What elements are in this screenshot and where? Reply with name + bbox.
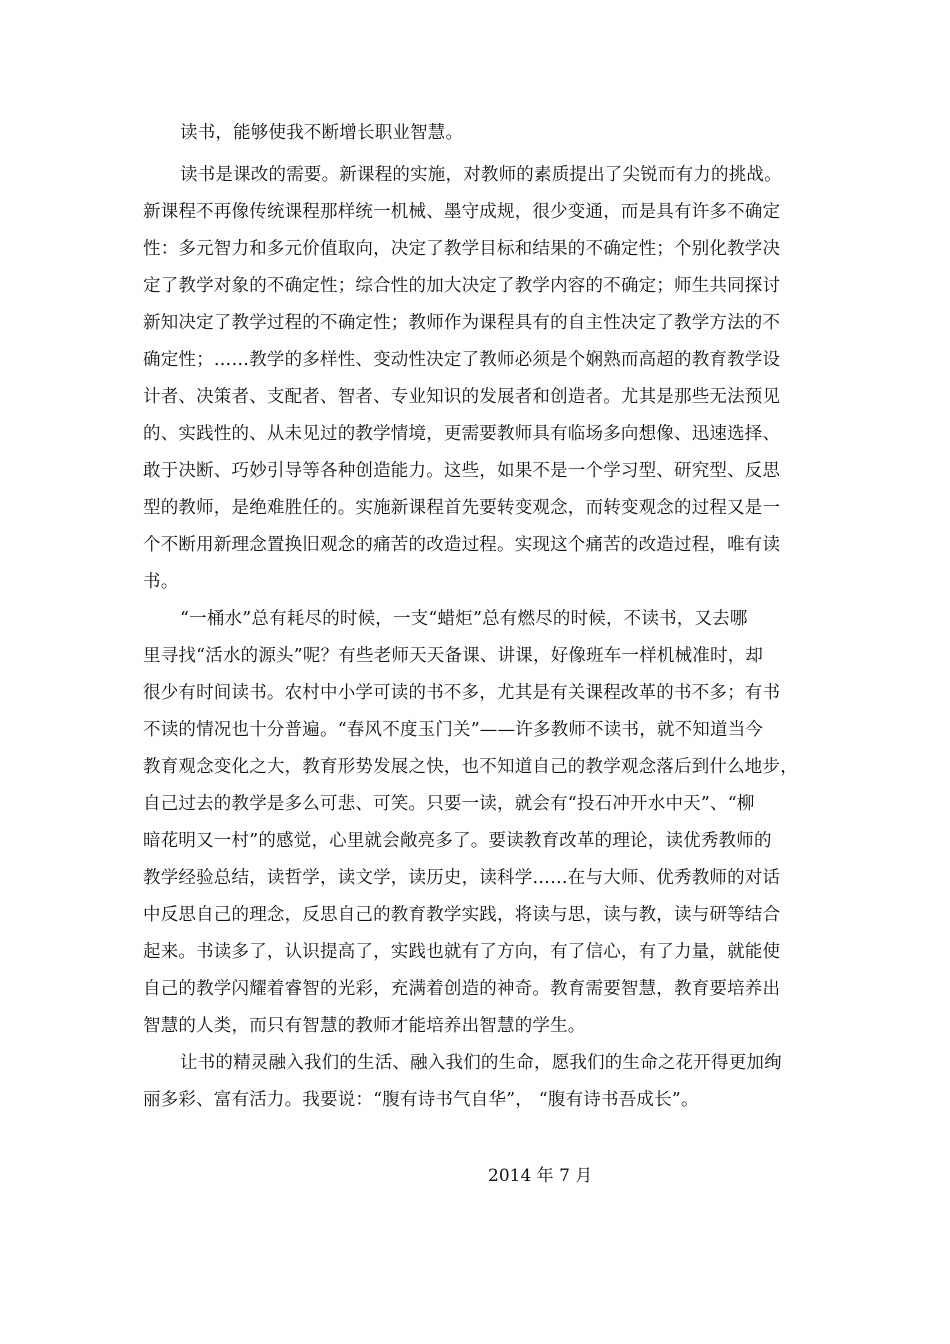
paragraph-line: 自己的教学闪耀着睿智的光彩，充满着创造的神奇。教育需要智慧，教育要培养出 <box>143 979 781 999</box>
paragraph-line: 确定性；……教学的多样性、变动性决定了教师必须是个娴熟而高超的教育教学设 <box>143 350 781 370</box>
paragraph-line: 敢于决断、巧妙引导等各种创造能力。这些，如果不是一个学习型、研究型、反思 <box>143 461 781 481</box>
paragraph-line: 智慧的人类，而只有智慧的教师才能培养出智慧的学生。 <box>143 1016 586 1036</box>
document-date: 2014 年 7 月 <box>488 1166 593 1186</box>
paragraph-line: 起来。书读多了，认识提高了，实践也就有了方向，有了信心，有了力量，就能使 <box>143 942 781 962</box>
paragraph-line: 读书，能够使我不断增长职业智慧。 <box>180 123 464 143</box>
paragraph-line: 暗花明又一村”的感觉，心里就会敞亮多了。要读教育改革的理论，读优秀教师的 <box>143 831 772 851</box>
paragraph-line: 让书的精灵融入我们的生活、融入我们的生命，愿我们的生命之花开得更加绚 <box>180 1053 782 1073</box>
paragraph-line: 计者、决策者、支配者、智者、专业知识的发展者和创造者。尤其是那些无法预见 <box>143 387 781 407</box>
paragraph-line: 自己过去的教学是多么可悲、可笑。只要一读，就会有“投石冲开水中天”、“柳 <box>143 794 755 814</box>
paragraph-line: 个不断用新理念置换旧观念的痛苦的改造过程。实现这个痛苦的改造过程，唯有读 <box>143 535 781 555</box>
paragraph-line: 教学经验总结，读哲学，读文学，读历史，读科学……在与大师、优秀教师的对话 <box>143 868 781 888</box>
paragraph-line: 不读的情况也十分普遍。“春风不度玉门关”——许多教师不读书，就不知道当今 <box>143 720 764 740</box>
paragraph-line: 新课程不再像传统课程那样统一机械、墨守成规，很少变通，而是具有许多不确定 <box>143 202 781 222</box>
paragraph-line: 型的教师，是绝难胜任的。实施新课程首先要转变观念，而转变观念的过程又是一 <box>143 498 781 518</box>
paragraph-line: 丽多彩、富有活力。我要说：“腹有诗书气自华”， “腹有诗书吾成长”。 <box>143 1090 699 1110</box>
paragraph-line: 读书是课改的需要。新课程的实施，对教师的素质提出了尖锐而有力的挑战。 <box>180 165 782 185</box>
paragraph-line: 的、实践性的、从未见过的教学情境，更需要教师具有临场多向想像、迅速选择、 <box>143 424 781 444</box>
paragraph-line: 新知决定了教学过程的不确定性；教师作为课程具有的自主性决定了教学方法的不 <box>143 313 781 333</box>
paragraph-line: 性：多元智力和多元价值取向，决定了教学目标和结果的不确定性；个别化教学决 <box>143 239 781 259</box>
paragraph-line: 定了教学对象的不确定性；综合性的加大决定了教学内容的不确定；师生共同探讨 <box>143 276 781 296</box>
paragraph-line: “一桶水”总有耗尽的时候，一支“蜡炬”总有燃尽的时候，不读书，又去哪 <box>180 609 748 629</box>
paragraph-line: 很少有时间读书。农村中小学可读的书不多，尤其是有关课程改革的书不多；有书 <box>143 683 781 703</box>
paragraph-line: 里寻找“活水的源头”呢？有些老师天天备课、讲课，好像班车一样机械准时，却 <box>143 646 764 666</box>
paragraph-line: 书。 <box>143 572 179 592</box>
paragraph-line: 中反思自己的理念，反思自己的教育教学实践，将读与思，读与教，读与研等结合 <box>143 905 781 925</box>
paragraph-line: 教育观念变化之大，教育形势发展之快，也不知道自己的教学观念落后到什么地步， <box>143 757 798 777</box>
